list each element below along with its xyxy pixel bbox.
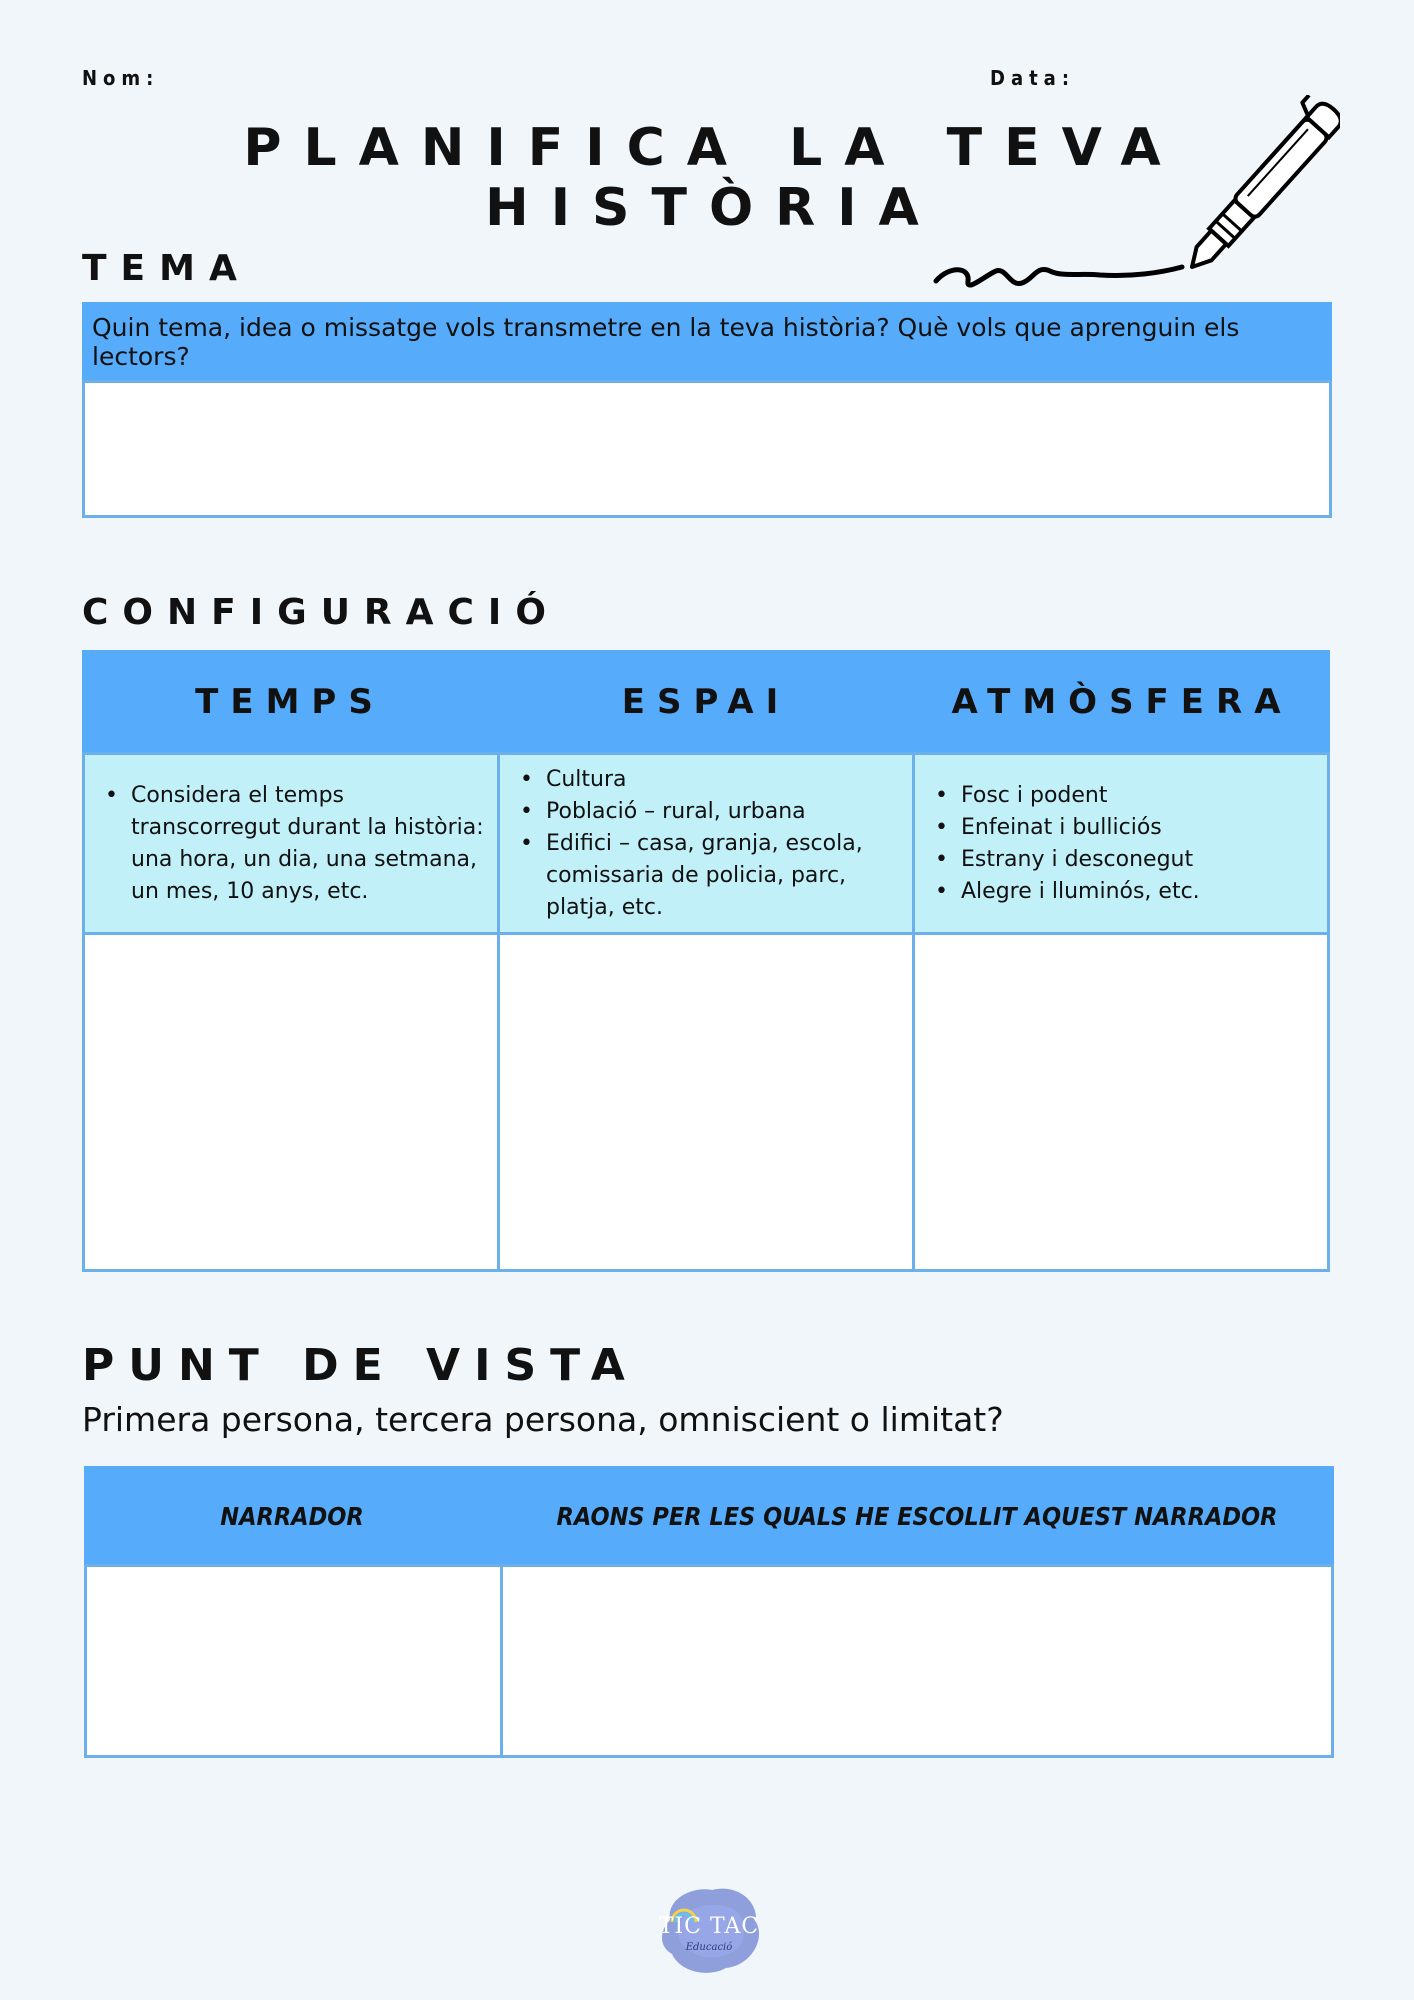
column-espai [500,755,915,1269]
col-header-espai: ESPAI [621,682,791,722]
col-header-atmosfera: ATMÒSFERA [951,682,1293,722]
punt-de-vista-heading: PUNT DE VISTA [82,1340,639,1391]
page-title: PLANIFICA LA TEVA HISTÒRIA [243,118,1183,238]
punt-de-vista-table [84,1564,1334,1758]
column-temps [85,755,500,1269]
tema-question: Quin tema, idea o missatge vols transmetre en la teva història? Què vols que aprenguin els lectors? [82,302,1332,382]
write-area-temps[interactable] [85,935,500,1269]
tema-answer-box[interactable] [82,380,1332,518]
hint-item: • Alegre i lluminós, etc. [935,876,1200,908]
col-header-temps: TEMPS [195,682,385,722]
write-area-espai[interactable] [500,935,915,1269]
hint-item: • Edifici – casa, granja, escola, comissaria de policia, parc, platja, etc. [520,828,903,924]
configuracio-heading: CONFIGURACIÓ [82,592,560,633]
date-label: Data: [990,66,1076,90]
column-atmosfera [915,755,1327,1269]
write-area-narrador[interactable] [87,1567,500,1755]
punt-de-vista-header-row [84,1466,1334,1566]
write-area-raons[interactable] [503,1567,1331,1755]
name-label: Nom: [82,66,160,90]
tema-heading: TEMA [82,248,251,289]
hint-item: • Estrany i desconegut [935,844,1200,876]
hint-espai [500,755,915,935]
col-header-raons: RAONS PER LES QUALS HE ESCOLLIT AQUEST NARRADOR [556,1501,1278,1531]
punt-de-vista-subtitle: Primera persona, tercera persona, omniscient o limitat? [82,1400,1004,1439]
hint-item: • Enfeinat i bulliciós [935,812,1200,844]
column-divider [912,755,915,1269]
configuracio-table [82,752,1330,1272]
hint-temps [85,755,500,935]
hint-item: • Fosc i podent [935,780,1200,812]
configuracio-header-row [82,650,1330,754]
hint-item: • Població – rural, urbana [520,796,903,828]
write-area-atmosfera[interactable] [915,935,1327,1269]
column-divider [497,755,500,1269]
hint-item: • Considera el temps transcorregut durant la història: una hora, un dia, una setmana, un mes, 10 anys, etc. [105,780,488,908]
tictac-logo [650,1880,768,1980]
logo-subtext: Educació [685,1942,733,1953]
logo-text: TIC TAC [658,1914,760,1939]
hint-atmosfera [915,755,1327,935]
col-header-narrador: NARRADOR [220,1501,364,1531]
hint-item: • Cultura [520,764,903,796]
pen-icon [930,95,1340,295]
